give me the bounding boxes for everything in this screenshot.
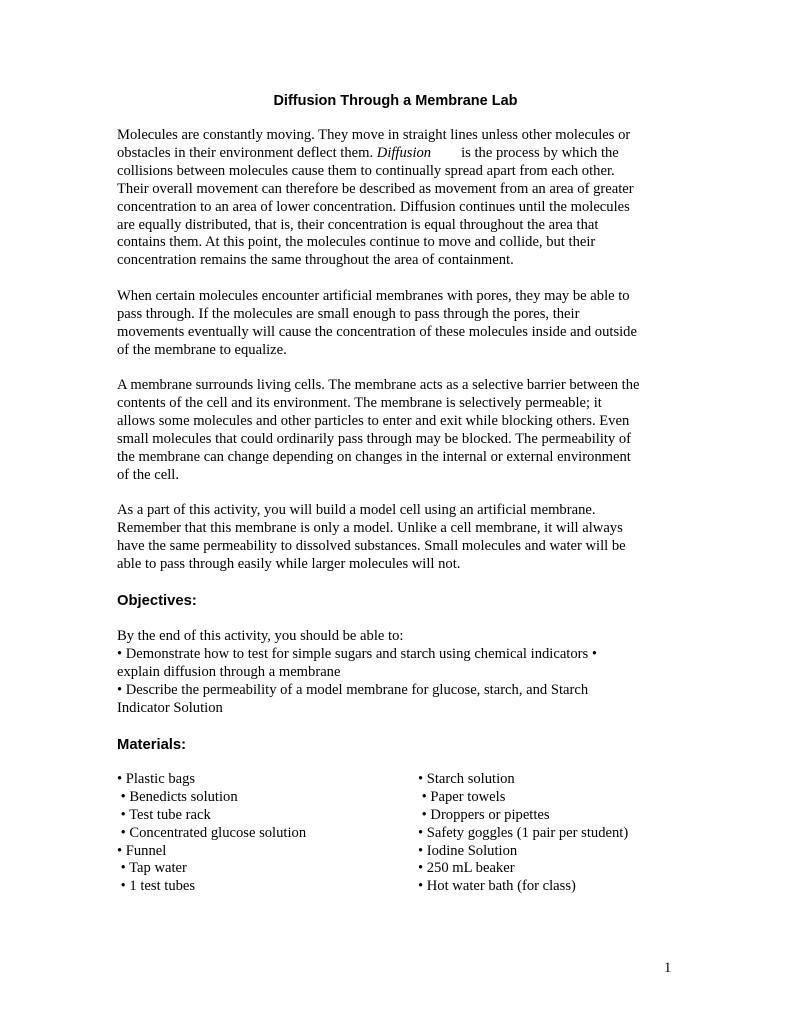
text-fragment: is the process by which the xyxy=(461,144,619,161)
text-line: contents of the cell and its environment. The membrane is selectively permeable; it xyxy=(117,394,602,411)
text-line: have the same permeability to dissolved substances. Small molecules and water will be xyxy=(117,537,626,554)
text-line: pass through. If the molecules are small enough to pass through the pores, their xyxy=(117,305,580,322)
text-line: contains them. At this point, the molecules continue to move and collide, but their xyxy=(117,234,596,251)
objective-item: • Describe the permeability of a model membrane for glucose, starch, and Starch xyxy=(117,681,589,698)
list-item: • Concentrated glucose solution xyxy=(117,824,307,841)
text-line: As a part of this activity, you will build a model cell using an artificial membrane. xyxy=(117,502,596,518)
list-item: • Paper towels xyxy=(418,788,506,805)
text-line: Molecules are constantly moving. They move in straight lines unless other molecules or xyxy=(117,127,631,143)
objectives-list xyxy=(117,628,677,718)
list-item: • 250 mL beaker xyxy=(418,860,515,877)
text-line: Their overall movement can therefore be described as movement from an area of greater xyxy=(117,180,634,197)
intro-paragraph xyxy=(117,127,677,270)
list-item: • Plastic bags xyxy=(117,771,196,787)
text-line: allows some molecules and other particles to enter and exit while blocking others. Even xyxy=(117,412,630,429)
membrane-pores-paragraph xyxy=(117,288,677,360)
text-line: concentration remains the same throughout the area of containment. xyxy=(117,252,514,269)
text-fragment: obstacles in their environment deflect them. xyxy=(117,144,377,161)
materials-heading: Materials: xyxy=(117,737,187,753)
list-item: • Tap water xyxy=(117,860,187,877)
list-item: • Starch solution xyxy=(418,771,515,787)
list-item: • Benedicts solution xyxy=(117,788,238,805)
text-line: are equally distributed, that is, their concentration is equal throughout the area that xyxy=(117,216,599,233)
diffusion-term: Diffusion xyxy=(376,144,432,161)
list-item: • Hot water bath (for class) xyxy=(418,878,576,895)
list-item: • Funnel xyxy=(117,842,167,859)
living-cells-paragraph xyxy=(117,377,677,484)
objectives-heading: Objectives: xyxy=(117,593,197,609)
text-line: By the end of this activity, you should be able to: xyxy=(117,628,404,644)
text-line: of the membrane to equalize. xyxy=(117,341,287,358)
list-item: • Safety goggles (1 pair per student) xyxy=(418,824,629,841)
text-line: collisions between molecules cause them to continually spread apart from each other. xyxy=(117,162,615,179)
objective-item: Indicator Solution xyxy=(117,699,223,716)
text-line: concentration to an area of lower concentration. Diffusion continues until the molecules xyxy=(117,198,630,215)
text-line: able to pass through easily while larger molecules will not. xyxy=(117,555,461,572)
objective-item: explain diffusion through a membrane xyxy=(117,663,341,680)
list-item: • Iodine Solution xyxy=(418,842,518,859)
text-line xyxy=(117,145,677,163)
text-line: the membrane can change depending on changes in the internal or external environment xyxy=(117,448,631,465)
text-line: of the cell. xyxy=(117,466,179,483)
materials-right-list xyxy=(418,771,678,896)
page-title: Diffusion Through a Membrane Lab xyxy=(273,93,518,109)
objective-item: • Demonstrate how to test for simple sugars and starch using chemical indicators • xyxy=(117,645,597,662)
activity-paragraph xyxy=(117,502,677,574)
text-line: Remember that this membrane is only a model. Unlike a cell membrane, it will always xyxy=(117,519,623,536)
materials-left-list xyxy=(117,771,407,896)
text-line: A membrane surrounds living cells. The membrane acts as a selective barrier between the xyxy=(117,377,640,393)
list-item: • Droppers or pipettes xyxy=(418,806,550,823)
page-number: 1 xyxy=(664,960,672,976)
text-line: When certain molecules encounter artificial membranes with pores, they may be able to xyxy=(117,288,630,304)
text-line: movements eventually will cause the concentration of these molecules inside and outside xyxy=(117,323,637,340)
text-line: small molecules that could ordinarily pass through may be blocked. The permeability of xyxy=(117,430,632,447)
list-item: • Test tube rack xyxy=(117,806,211,823)
list-item: • 1 test tubes xyxy=(117,878,196,895)
